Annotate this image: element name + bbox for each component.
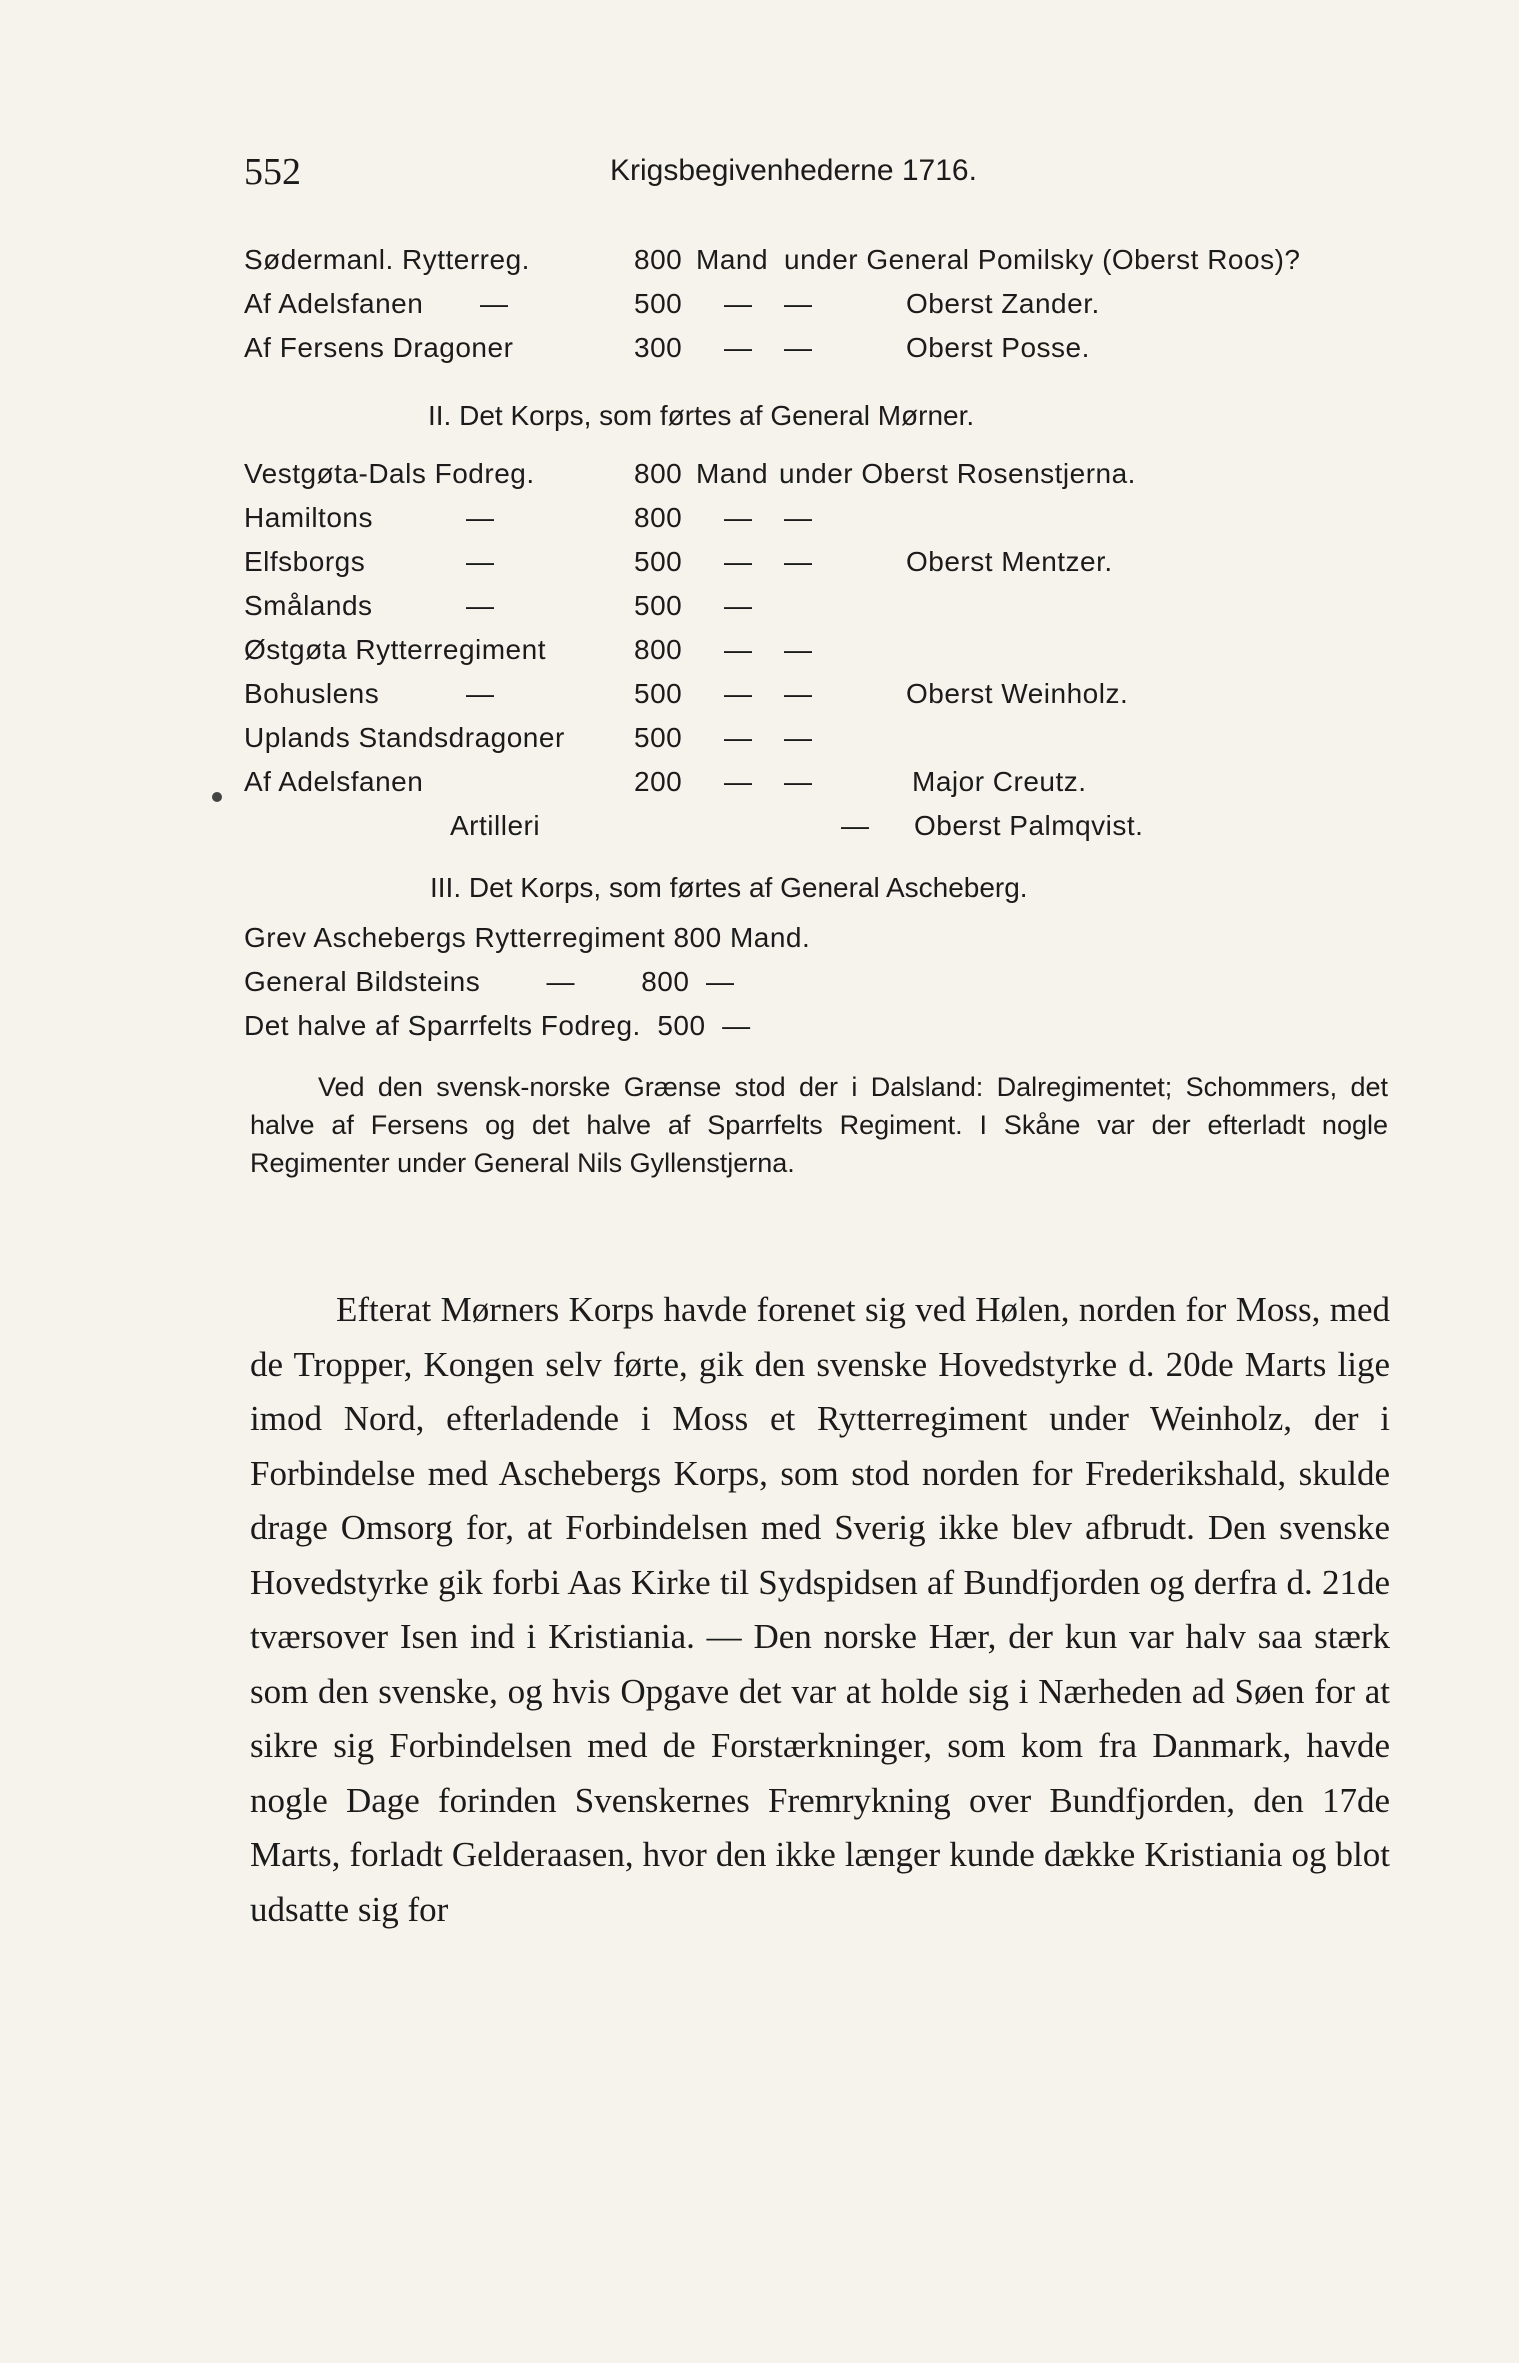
commander: Oberst Palmqvist. <box>914 810 1144 841</box>
unit-name: Hamiltons <box>244 502 373 533</box>
ditto-mark: — <box>724 546 753 577</box>
ditto-mark: — <box>784 678 813 709</box>
table-row <box>244 722 1444 762</box>
ditto-mark: — <box>466 546 495 577</box>
ditto-mark: — <box>724 288 753 319</box>
troop-count: 800 <box>634 502 683 533</box>
unit-name: Elfsborgs <box>244 546 366 577</box>
commander: Oberst Zander. <box>906 288 1100 319</box>
ditto-mark: — <box>466 502 495 533</box>
row-text: Grev Aschebergs Rytterregiment 800 Mand. <box>244 922 811 953</box>
ditto-mark: — <box>724 502 753 533</box>
ditto-mark: — <box>480 288 509 319</box>
ink-dot <box>212 792 222 802</box>
commander: Oberst Weinholz. <box>906 678 1129 709</box>
section-3-heading: III. Det Korps, som førtes af General Ascheberg. <box>430 872 1028 903</box>
table-row <box>244 922 1444 962</box>
troop-count: 200 <box>634 766 683 797</box>
ditto-mark: — <box>784 546 813 577</box>
ditto-mark: — <box>724 678 753 709</box>
troop-count: 500 <box>634 546 683 577</box>
unit-name: Af Adelsfanen <box>244 288 424 319</box>
ditto-mark: — <box>784 766 813 797</box>
unit-name: Af Fersens Dragoner <box>244 332 514 363</box>
ditto-mark: — <box>724 722 753 753</box>
ditto-mark: — <box>841 810 870 841</box>
unit-name: Vestgøta-Dals Fodreg. <box>244 458 535 489</box>
table-row <box>244 766 1444 806</box>
ditto-mark: — <box>724 634 753 665</box>
ditto-mark: — <box>466 590 495 621</box>
troop-count: 500 <box>634 288 683 319</box>
table-row <box>244 332 1444 372</box>
commander: Major Creutz. <box>912 766 1087 797</box>
footnote-paragraph <box>250 1068 1388 1182</box>
section-2-heading: II. Det Korps, som førtes af General Mørner. <box>428 400 975 431</box>
note-text: Ved den svensk-norske Grænse stod der i Dalsland: Dalregimentet; Schommers, det halve af Fersens og det halve af Sparrfelts Regiment. I Skåne var der efterladt nogle Regimenter under General Nils Gyllenstjerna. <box>250 1072 1388 1178</box>
table-row <box>244 634 1444 674</box>
troop-count: 500 <box>634 678 683 709</box>
ditto-mark: — <box>784 722 813 753</box>
table-row <box>244 966 1444 1006</box>
unit-label: Mand <box>696 244 769 275</box>
ditto-mark: — <box>724 332 753 363</box>
troop-count: 800 <box>634 244 683 275</box>
body-text: Efterat Mørners Korps havde forenet sig ved Hølen, norden for Moss, med de Tropper, Kongen selv førte, gik den svenske Hovedstyrke d. 20de Marts lige imod Nord, efterladende i Moss et Rytterregiment under Weinholz, der i Forbindelse med Aschebergs Korps, som stod norden for Frederikshald, skulde drage Omsorg for, at Forbindelsen med Sverig ikke blev afbrudt. Den svenske Hovedstyrke gik forbi Aas Kirke til Sydspidsen af Bundfjorden og derfra d. 21de tværsover Isen ind i Kristiania. — Den norske Hær, der kun var halv saa stærk som den svenske, og hvis Opgave det var at holde sig i Nærheden ad Søen for at sikre sig Forbindelsen med de Forstærkninger, som kom fra Danmark, havde nogle Dage forinden Svenskernes Fremrykning over Bundfjorden, den 17de Marts, forladt Gelderaasen, hvor den ikke længer kunde dække Kristiania og blot udsatte sig for <box>250 1290 1390 1929</box>
troop-count: 800 <box>634 458 683 489</box>
ditto-mark: — <box>784 332 813 363</box>
table-row <box>244 244 1444 284</box>
table-row <box>244 502 1444 542</box>
commander: Oberst Posse. <box>906 332 1090 363</box>
table-row <box>244 1010 1444 1050</box>
table-row <box>244 590 1444 630</box>
running-title: Krigsbegivenhederne 1716. <box>610 154 977 187</box>
ditto-mark: — <box>724 590 753 621</box>
row-text: Det halve af Sparrfelts Fodreg. 500 — <box>244 1010 751 1041</box>
ditto-mark: — <box>784 502 813 533</box>
troop-count: 300 <box>634 332 683 363</box>
ditto-mark: — <box>724 766 753 797</box>
troop-count: 500 <box>634 722 683 753</box>
table-row <box>244 678 1444 718</box>
page-header <box>244 150 1394 200</box>
page-number: 552 <box>244 151 301 193</box>
unit-name: Østgøta Rytterregiment <box>244 634 546 665</box>
troop-count: 800 <box>634 634 683 665</box>
commander: under General Pomilsky (Oberst Roos)? <box>784 244 1301 275</box>
unit-name: Artilleri <box>450 810 541 841</box>
troop-count: 500 <box>634 590 683 621</box>
unit-name: Sødermanl. Rytterreg. <box>244 244 530 275</box>
artilleri-row <box>244 810 1444 850</box>
unit-name: Af Adelsfanen <box>244 766 424 797</box>
table-row <box>244 288 1444 328</box>
unit-name: Smålands <box>244 590 373 621</box>
unit-name: Bohuslens <box>244 678 380 709</box>
table-row <box>244 458 1444 498</box>
body-paragraph <box>250 1283 1390 1937</box>
row-text: General Bildsteins — 800 — <box>244 966 735 997</box>
unit-label: Mand <box>696 458 769 489</box>
commander: under Oberst Rosenstjerna. <box>779 458 1136 489</box>
commander: Oberst Mentzer. <box>906 546 1113 577</box>
ditto-mark: — <box>784 288 813 319</box>
ditto-mark: — <box>784 634 813 665</box>
unit-name: Uplands Standsdragoner <box>244 722 565 753</box>
ditto-mark: — <box>466 678 495 709</box>
table-row <box>244 546 1444 586</box>
